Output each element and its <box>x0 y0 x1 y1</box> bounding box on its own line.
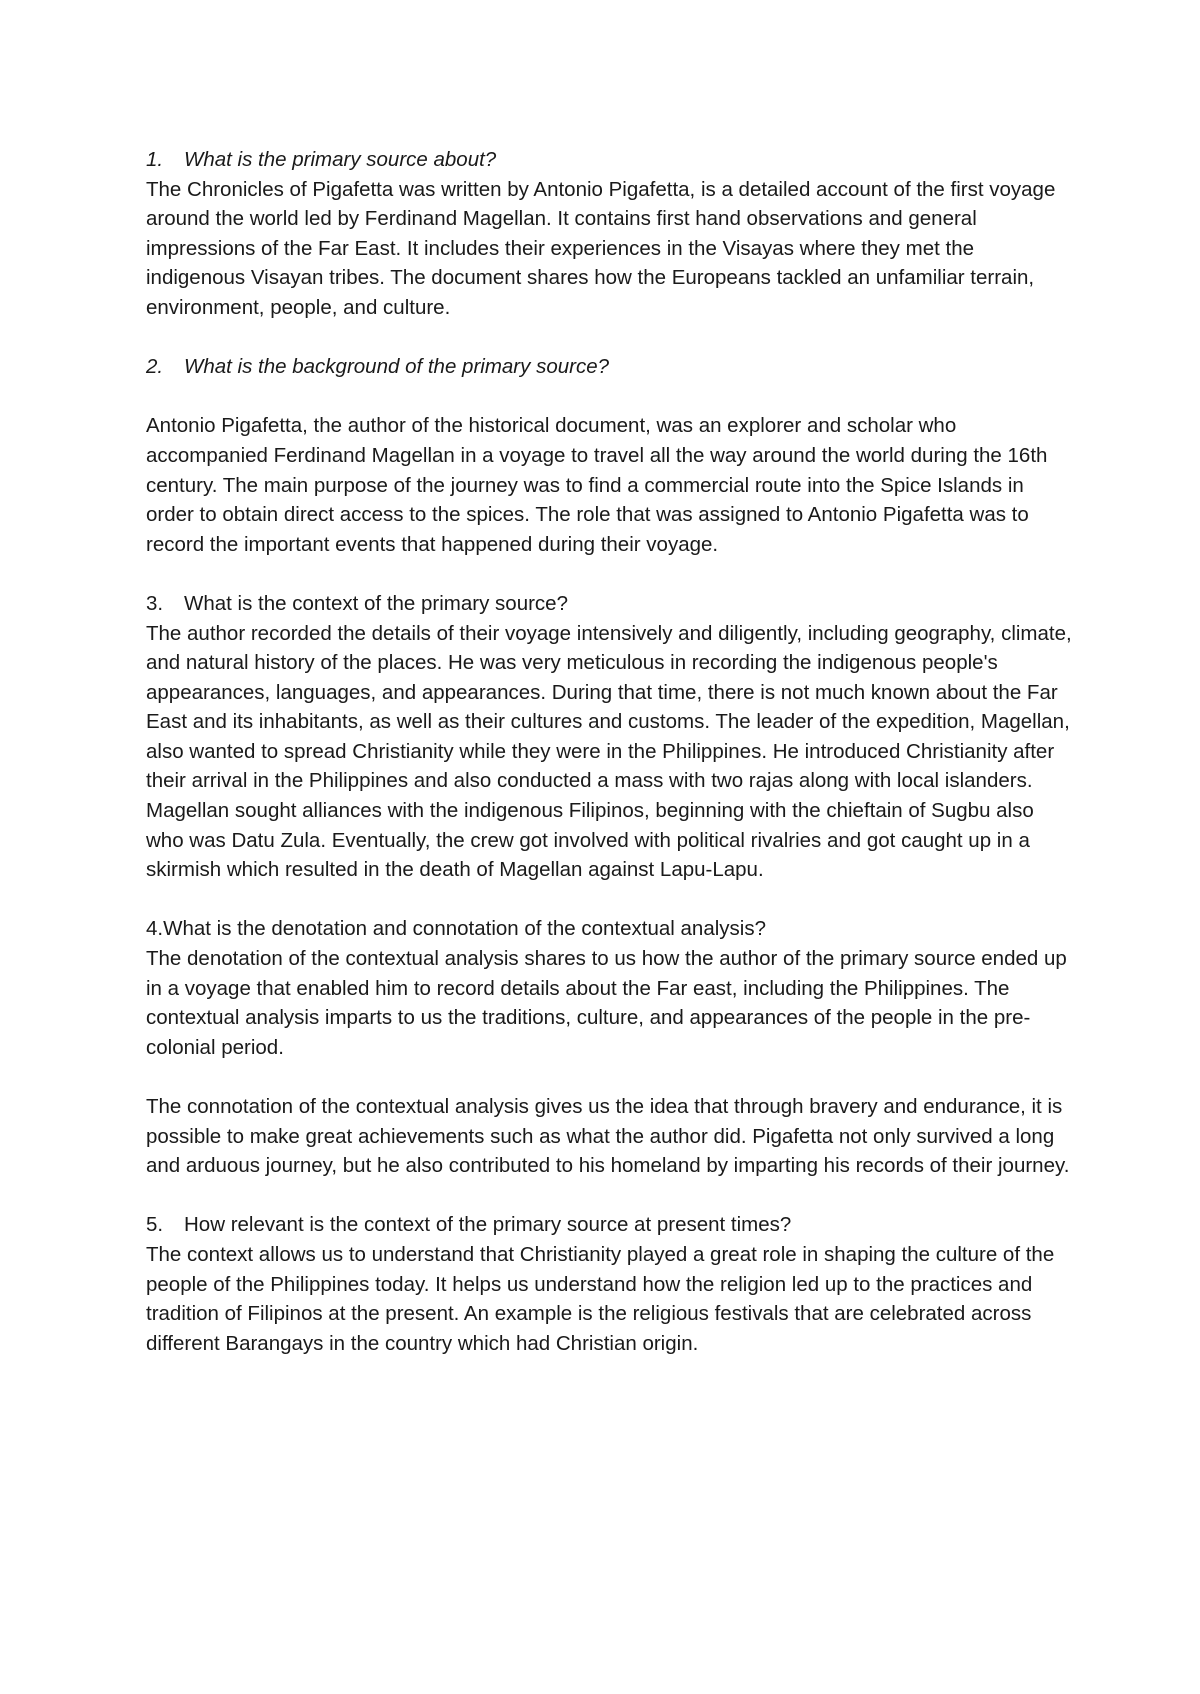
answer-2: Antonio Pigafetta, the author of the historical document, was an explorer and scholar who accompanied Ferdinand Magellan in a voyage to travel all the way around the world during the 16th century. The main purpose of the journey was to find a commercial route into the Spice Islands in order to obtain direct access to the spices. The role that was assigned to Antonio Pigafetta was to record the important events that happened during their voyage. <box>146 414 1048 556</box>
question-2-number: 2. <box>146 355 164 379</box>
question-3 <box>146 589 1076 619</box>
question-2-text: What is the background of the primary source? <box>184 355 610 379</box>
answer-3: The author recorded the details of their voyage intensively and diligently, including geography, climate, and natural history of the places. He was very meticulous in recording the indigenous people's appearances, languages, and appearances. During that time, there is not much known about the Far East and its inhabitants, as well as their cultures and customs. The leader of the expedition, Magellan, also wanted to spread Christianity while they were in the Philippines. He introduced Christianity after their arrival in the Philippines and also conducted a mass with two rajas along with local islanders. Magellan sought alliances with the indigenous Filipinos, beginning with the chieftain of Sugbu also who was Datu Zula. Eventually, the crew got involved with political rivalries and got caught up in a skirmish which resulted in the death of Magellan against Lapu-Lapu. <box>146 621 1072 882</box>
question-1 <box>146 145 1076 175</box>
question-3-number: 3. <box>146 591 164 615</box>
question-1-text: What is the primary source about? <box>184 148 497 171</box>
answer-5: The context allows us to understand that Christianity played a great role in shaping the culture of the people of the Philippines today. It helps us understand how the religion led up to the practices and tradition of Filipinos at the present. An example is the religious festivals that are celebrated across different Barangays in the country which had Christian origin. <box>146 1242 1055 1355</box>
question-4-text: 4.What is the denotation and connotation of the contextual analysis? <box>146 917 766 941</box>
spacer <box>146 885 1076 915</box>
answer-4-denotation: The denotation of the contextual analysis shares to us how the author of the primary source ended up in a voyage that enabled him to record details about the Far east, including the Philippines. The contextual analysis imparts to us the traditions, culture, and appearances of the people in the pre-colonial period. <box>146 947 1067 1059</box>
spacer <box>146 1181 1076 1211</box>
spacer <box>146 559 1076 589</box>
question-2 <box>146 352 1076 382</box>
spacer <box>146 323 1076 353</box>
spacer <box>146 382 1076 412</box>
question-4 <box>146 914 1076 944</box>
question-1-number: 1. <box>146 148 164 171</box>
question-5 <box>146 1210 1076 1240</box>
question-5-number: 5. <box>146 1213 164 1237</box>
question-5-text: How relevant is the context of the primary source at present times? <box>184 1213 792 1237</box>
spacer <box>146 1062 1076 1092</box>
question-3-text: What is the context of the primary source? <box>184 591 568 615</box>
answer-1: The Chronicles of Pigafetta was written by Antonio Pigafetta, is a detailed account of the first voyage around the world led by Ferdinand Magellan. It contains first hand observations and general impressions of the Far East. It includes their experiences in the Visayas where they met the indigenous Visayan tribes. The document shares how the Europeans tackled an unfamiliar terrain, environment, people, and culture. <box>146 177 1056 319</box>
document-body <box>146 145 1076 1358</box>
answer-4-connotation: The connotation of the contextual analysis gives us the idea that through bravery and endurance, it is possible to make great achievements such as what the author did. Pigafetta not only survived a long and arduous journey, but he also contributed to his homeland by imparting his records of their journey. <box>146 1095 1070 1178</box>
